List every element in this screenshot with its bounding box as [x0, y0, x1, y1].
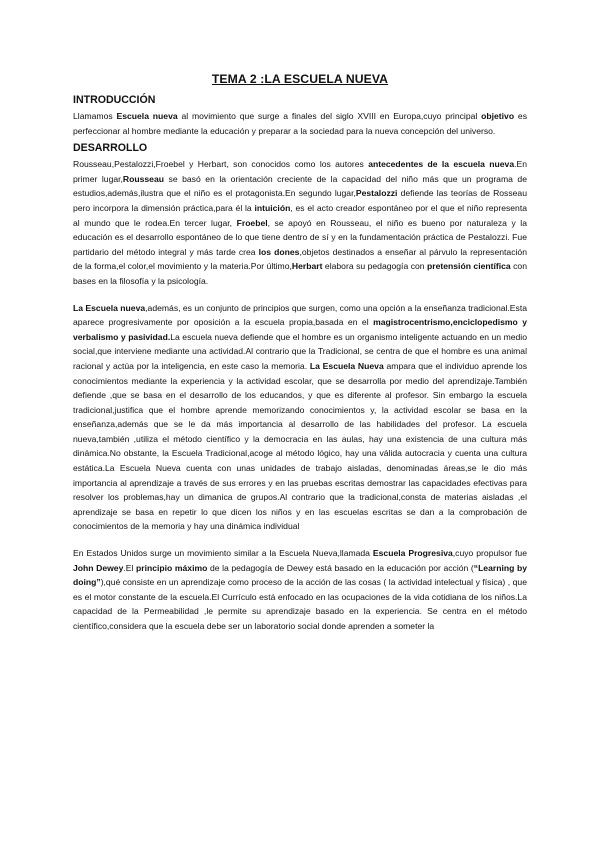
bold-text-run: intuición	[254, 202, 291, 213]
paragraph-escuela-nueva	[73, 301, 527, 535]
text-run: Llamamos	[73, 111, 117, 121]
bold-text-run: Rousseau	[122, 173, 164, 184]
text-run: de la pedagogía de Dewey está basado en la educación por acción (	[207, 562, 474, 573]
text-run: .En primer lugar,	[73, 159, 528, 184]
paragraph-antecedentes	[73, 157, 527, 288]
text-run: ,cuyo propulsor fue	[452, 548, 527, 559]
text-run: , es el acto creador espontáneo por el que el niño representa al mundo que le rodea.En tercer lugar,	[73, 202, 528, 228]
bold-text-run: Froebel	[236, 217, 268, 228]
bold-text-run: Escuela nueva	[116, 111, 178, 121]
bold-text-run: La Escuela nueva	[73, 302, 146, 313]
text-run: La escuela nueva defiende que el hombre es un organismo inteligente actuando en un medio social,que interviene mediante una actividad.Al contrario que la Tradicional, se centra de que el hombre es una animal racional y actúa por la inteligencia, en este caso la memoria.	[73, 331, 527, 371]
text-run: con bases en la filosofía y la psicología.	[73, 261, 527, 286]
paragraph-escuela-progresiva	[73, 546, 527, 634]
section-heading-introduccion: INTRODUCCIÓN	[73, 94, 156, 106]
bold-text-run: pretensión científica	[427, 261, 511, 272]
text-run: defiende las teorías de Rosseau pero incorpora la dimensión práctica,para él la	[73, 188, 527, 213]
bold-text-run: “Learning by doing”	[73, 562, 527, 588]
bold-text-run: principio máximo	[135, 562, 208, 573]
text-run: ,además, es un conjunto de principios que surgen, como una opción a la enseñanza tradicional.Esta aparece progresivamente por oposición a la escuela propia,basada en el	[73, 302, 527, 328]
bold-text-run: Pestalozzi	[355, 188, 398, 199]
text-run: , se apoyó en Rousseau, el niño es bueno por naturaleza y la educación es el desarrollo espontáneo de lo que tiene dentro de sí y en la fundamentación práctica de Pestalozzi. Fue partidario del método integral y más tarde crea	[73, 217, 527, 257]
bold-text-run: John Dewey	[73, 562, 124, 573]
text-run: al movimiento que surge a finales del siglo XVIII en Europa,cuyo principal	[177, 111, 482, 121]
text-run: se basó en la orientación creciente de la capacidad del niño más que un programa de estudios,además,ilustra que el niño es el protagonista.En segundo lugar,	[73, 173, 527, 199]
paragraph-gap	[73, 289, 527, 301]
text-run: ampara que el individuo aprende los conocimientos mediante la experiencia y la actividad escolar, que se desarrolla por medio del aprendizaje.También defiende ,que se basa en el desarrollo de los educandos, y que es diferente al profesor. Sin embargo la escuela tradicional,justifica que el hombre aprende memorizando conocimientos y, la actividad escolar se basa en la enseñanza,además que se le da más importancia al desarrollo de las habilidades del profesor. La escuela nueva,también ,utiliza el método científico y la democracia en las aulas, hay una existencia de una cultura más dinámica.No obstante, la Escuela Tradicional,acoge al método lógico, hay una válida autocracia y cuenta una cultura estática.La Escuela Nueva cuenta con unas unidades de trabajo aisladas, denominadas áreas,se le dio más importancia al aprendizaje a través de sus errores y en las pruebas escritas demostrar las capacidades efectivas para resolver los problemas,hay un dimanica de grupos.Al contrario que la tradicional,consta de materias aisladas ,el aprendizaje se basa en repetir lo que dicen los niños y en las escuelas escritas se dan a la comprobación de conocimientos de la memoria y hay una dinámica individual	[73, 360, 527, 532]
bold-text-run: objetivo	[481, 111, 515, 121]
bold-text-run: los dones	[258, 246, 300, 257]
paragraph-gap	[73, 534, 527, 546]
text-run: ,objetos destinados a enseñar al párvulo la representación de la forma,el color,el movimiento y la materia.Por último,	[73, 246, 527, 272]
bold-text-run: magistrocentrismo,enciclopedismo y verbalismo y pasividad.	[73, 317, 527, 342]
text-run: En Estados Unidos surge un movimiento similar a la Escuela Nueva,llamada	[73, 548, 373, 559]
paragraph-introduccion	[73, 109, 527, 138]
text-run: .El	[123, 562, 136, 573]
text-run: Rousseau,Pestalozzi,Froebel y Herbart, son conocidos como los autores	[73, 159, 369, 170]
bold-text-run: Escuela Progresiva	[372, 548, 453, 559]
bold-text-run: La Escuela Nueva	[309, 360, 384, 371]
bold-text-run: Herbart	[291, 261, 323, 272]
text-run: es perfeccionar al hombre mediante la educación y preparar a la sociedad para la nueva concepción del universo.	[73, 111, 527, 136]
bold-text-run: antecedentes de la escuela nueva	[368, 159, 515, 170]
text-run: ),qué consiste en un aprendizaje como proceso de la acción de las cosas ( la actividad intelectual y física) , que es el motor constante de la escuela.El Currículo está enfocado en las ocupaciones de la vida cotidiana de los niños.La capacidad de la Permeabilidad ,le permite su aprendizaje basado en la experiencia. Se centra en el método científico,considera que la escuela debe ser un laboratorio social donde aprenden a someter la	[73, 577, 527, 631]
section-heading-desarrollo: DESARROLLO	[73, 142, 148, 155]
document-title: TEMA 2 :LA ESCUELA NUEVA	[211, 72, 389, 86]
text-run: elabora su pedagogía con	[322, 261, 428, 272]
